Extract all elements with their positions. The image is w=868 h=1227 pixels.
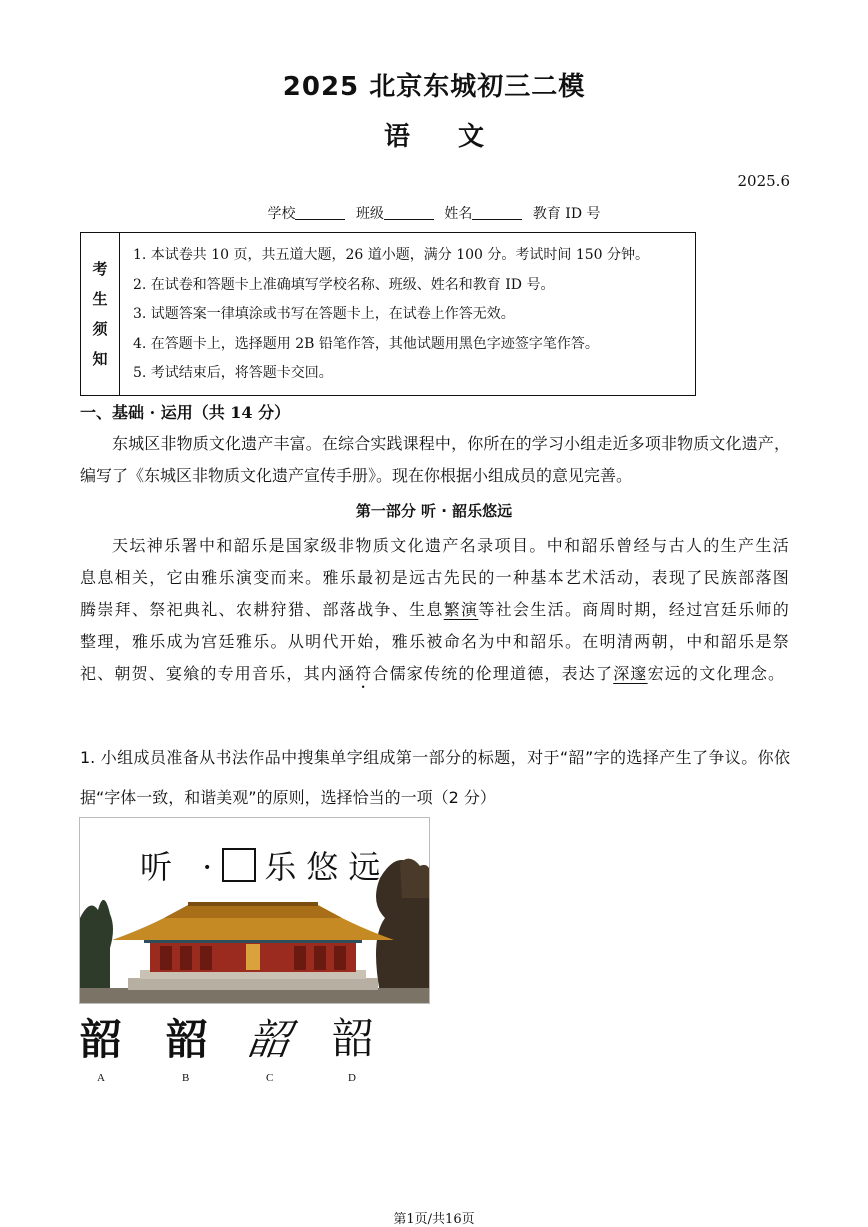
subject-title: 语文 (383, 122, 532, 152)
notice-item: 1. 本试卷共 10 页，共五道大题，26 道小题，满分 100 分。考试时间 150 分钟。 (133, 247, 650, 263)
passage-text: 合儒家传统的伦理道德，表达了 (372, 664, 614, 683)
school-blank (295, 205, 345, 220)
passage-text: 等社会生活。商周时期，经过宫廷乐师的整理，雅乐成为宫廷雅乐。从明代开始，雅乐被命名为中和韶乐。在明清两朝，中和韶乐是祭祀、朝贺、宴飨的专用音乐，其内涵 (80, 600, 790, 683)
image-calligraphy-title (140, 842, 390, 888)
notice-side-label (81, 233, 120, 395)
underlined-word: 繁演 (443, 600, 479, 619)
section-heading: 一、基础 · 运用（共 14 分） (80, 403, 291, 422)
name-blank (472, 205, 522, 220)
option-d-char: 韶 (332, 1017, 373, 1063)
passage-text: 宏远的文化理念。 (647, 664, 786, 683)
notice-list (133, 241, 687, 389)
part-title: 第一部分 听 · 韶乐悠远 (355, 502, 513, 520)
notice-side-char: 知 (92, 350, 108, 368)
id-label: 教育 ID 号 (532, 206, 601, 222)
exam-notice-box (80, 232, 696, 396)
option-b-label: B (182, 1072, 190, 1084)
notice-side-char: 须 (92, 320, 108, 338)
notice-item: 4. 在答题卡上，选择题用 2B 铅笔作答，其他试题用黑色字迹签字笔作答。 (133, 335, 599, 352)
notice-side-char: 生 (92, 290, 108, 308)
temple-calligraphy-image (79, 817, 430, 1004)
option-d-label: D (348, 1072, 356, 1084)
exam-title: 2025 北京东城初三二模 (282, 72, 586, 102)
notice-side-char: 考 (92, 260, 108, 278)
option-b-char: 韶 (166, 1015, 209, 1064)
name-label: 姓名 (444, 206, 473, 222)
class-label: 班级 (355, 206, 384, 222)
school-label: 学校 (267, 206, 296, 222)
underlined-word: 深邃 (613, 664, 648, 683)
image-title-right: 乐悠远 (264, 848, 391, 886)
notice-item: 5. 考试结束后，将答题卡交回。 (133, 365, 333, 381)
section-intro: 东城区非物质文化遗产丰富。在综合实践课程中，你所在的学习小组走近多项非物质文化遗产，编写了《东城区非物质文化遗产宣传手册》。现在你根据小组成员的意见完善。 (80, 434, 790, 485)
notice-item: 2. 在试卷和答题卡上准确填写学校名称、班级、姓名和教育 ID 号。 (133, 276, 555, 293)
passage-text: 天坛神乐署中和韶乐是国家级非物质文化遗产名录项目。中和韶乐曾经与古人的生产生活息息相关，它由雅乐演变而来。雅乐最初是远古先民的一种基本艺术活动，表现了民族部落图腾崇拜、祭祀典礼、农耕狩猎、部落战争、生息 (80, 536, 790, 619)
dotted-char: 符 (355, 664, 373, 683)
passage-paragraph (80, 530, 790, 692)
option-c-label: C (266, 1072, 274, 1084)
notice-item: 3. 试题答案一律填涂或书写在答题卡上，在试卷上作答无效。 (133, 306, 515, 322)
student-info-line (0, 203, 868, 223)
option-a-char: 韶 (80, 1015, 123, 1064)
question-1: 1. 小组成员准备从书法作品中搜集单字组成第一部分的标题，对于“韶”字的选择产生了争议。你依据“字体一致，和谐美观”的原则，选择恰当的一项（2 分） (80, 748, 790, 807)
option-a-label: A (97, 1072, 105, 1084)
calligraphy-options (80, 1016, 400, 1068)
exam-date: 2025.6 (737, 172, 790, 190)
image-title-left: 听 · (140, 848, 223, 886)
missing-char-box (222, 848, 256, 882)
class-blank (384, 205, 434, 220)
option-c-char: 韶 (244, 1015, 294, 1064)
page-footer: 第1页/共16页 (393, 1212, 475, 1227)
